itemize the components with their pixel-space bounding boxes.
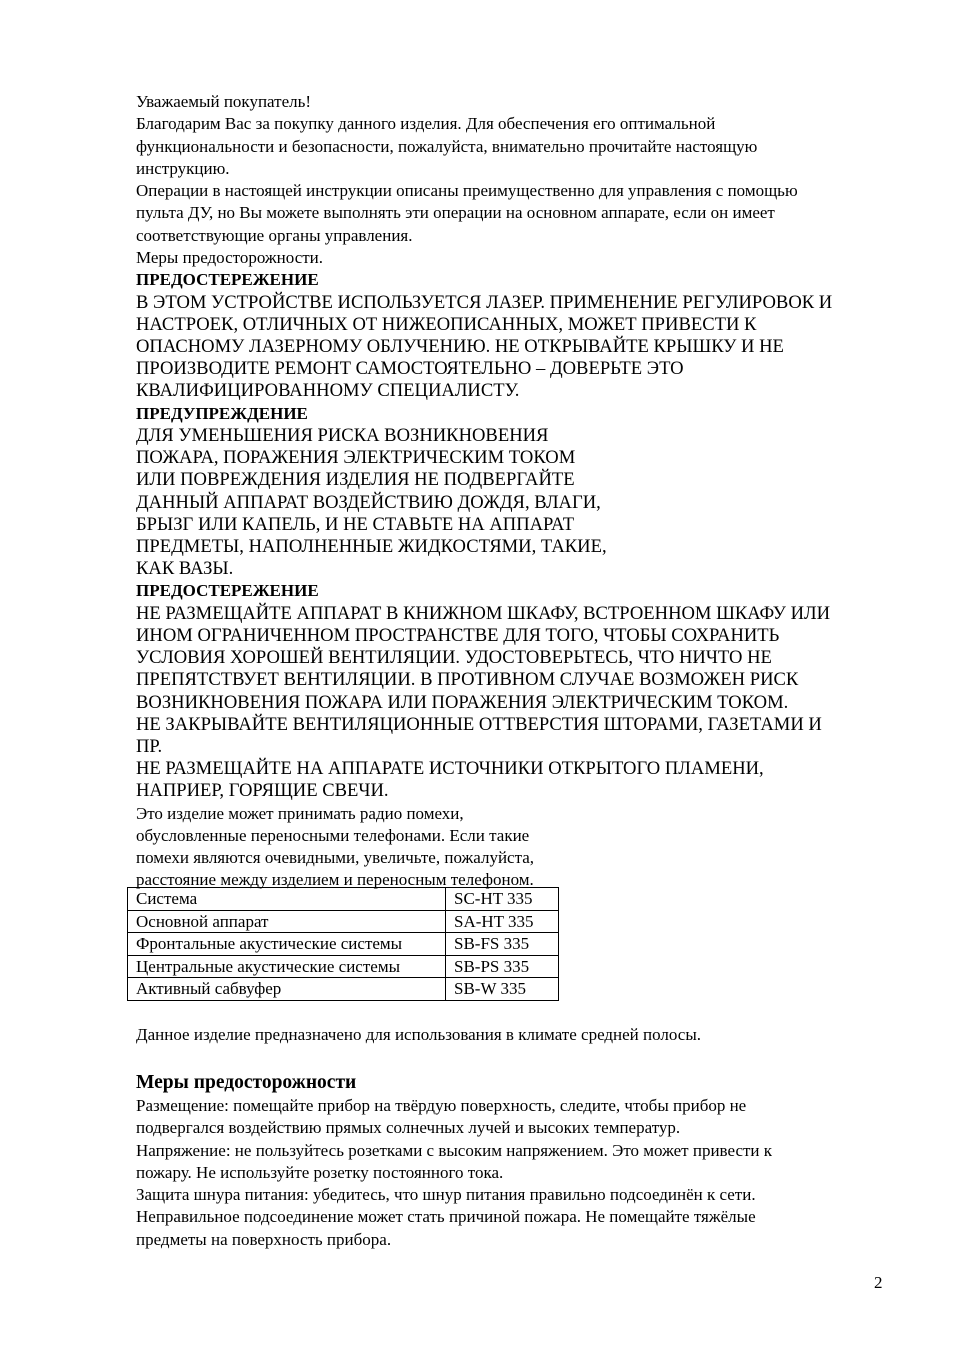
table-cell: Фронтальные акустические системы: [128, 933, 446, 956]
caution-line: НЕ РАЗМЕЩАЙТЕ НА АППАРАТЕ ИСТОЧНИКИ ОТКРЫТОГО ПЛАМЕНИ,: [136, 758, 764, 780]
caution-line: НЕ РАЗМЕЩАЙТЕ АППАРАТ В КНИЖНОМ ШКАФУ, ВСТРОЕННОМ ШКАФУ ИЛИ: [136, 602, 831, 624]
safety-line: предметы на поверхность прибора.: [136, 1229, 392, 1249]
caution-line: ПРОИЗВОДИТЕ РЕМОНТ САМОСТОЯТЕЛЬНО – ДОВЕРЬТЕ ЭТО: [136, 358, 684, 380]
table-cell: Активный сабвуфер: [128, 978, 446, 1001]
table-row: [128, 978, 559, 1001]
section-heading: Меры предосторожности: [136, 1072, 357, 1093]
safety-section: [136, 1071, 896, 1251]
caution-line: НАСТРОЕК, ОТЛИЧНЫХ ОТ НИЖЕОПИСАННЫХ, МОЖЕТ ПРИВЕСТИ К: [136, 313, 757, 335]
intro-line: Благодарим Вас за покупку данного изделия. Для обеспечения его оптимальной: [136, 114, 716, 134]
main-text: [136, 91, 896, 892]
safety-line: пожару. Не используйте розетку постоянного тока.: [136, 1162, 504, 1182]
warning-line: ДАННЫЙ АППАРАТ ВОЗДЕЙСТВИЮ ДОЖДЯ, ВЛАГИ,: [136, 491, 601, 513]
operations-line: пульта ДУ, но Вы можете выполнять эти операции на основном аппарате, если он имеет: [136, 203, 775, 223]
table-row: [128, 933, 559, 956]
table-row: [128, 888, 559, 911]
warning-line: БРЫЗГ ИЛИ КАПЕЛЬ, И НЕ СТАВЬТЕ НА АППАРАТ: [136, 513, 575, 535]
interference-line: обусловленные переносными телефонами. Если такие: [136, 825, 530, 845]
warning-line: ДЛЯ УМЕНЬШЕНИЯ РИСКА ВОЗНИКНОВЕНИЯ: [136, 424, 549, 446]
safety-line: Защита шнура питания: убедитесь, что шнур питания правильно подсоединён к сети.: [136, 1185, 756, 1205]
caution-line: НАПРИЕР, ГОРЯЩИЕ СВЕЧИ.: [136, 780, 389, 802]
caution-line: ПР.: [136, 735, 163, 757]
caution-line: НЕ ЗАКРЫВАЙТЕ ВЕНТИЛЯЦИОННЫЕ ОТТВЕРСТИЯ ШТОРАМИ, ГАЗЕТАМИ И: [136, 713, 822, 735]
interference-line: помехи являются очевидными, увеличьте, пожалуйста,: [136, 848, 535, 868]
table-cell: Основной аппарат: [128, 910, 446, 933]
table-cell: SB-W 335: [446, 978, 559, 1001]
intro-line: инструкцию.: [136, 158, 230, 178]
caution-line: ОПАСНОМУ ЛАЗЕРНОМУ ОБЛУЧЕНИЮ. НЕ ОТКРЫВАЙТЕ КРЫШКУ И НЕ: [136, 336, 784, 358]
greeting: Уважаемый покупатель!: [136, 92, 312, 111]
intro-line: функциональности и безопасности, пожалуйста, внимательно прочитайте настоящую: [136, 136, 758, 156]
climate-note: Данное изделие предназначено для использования в климате средней полосы.: [136, 1025, 702, 1044]
table-row: [128, 955, 559, 978]
safety-line: подвергался воздействию прямых солнечных лучей и высоких температур.: [136, 1118, 681, 1138]
caution-title: ПРЕДОСТЕРЕЖЕНИЕ: [136, 581, 319, 601]
climate-note-block: [136, 1024, 896, 1046]
warning-line: ИЛИ ПОВРЕЖДЕНИЯ ИЗДЕЛИЯ НЕ ПОДВЕРГАЙТЕ: [136, 469, 575, 491]
caution-line: ИНОМ ОГРАНИЧЕННОМ ПРОСТРАНСТВЕ ДЛЯ ТОГО, ЧТОБЫ СОХРАНИТЬ: [136, 624, 780, 646]
warning-line: ПРЕДМЕТЫ, НАПОЛНЕННЫЕ ЖИДКОСТЯМИ, ТАКИЕ,: [136, 536, 607, 557]
caution-line: В ЭТОМ УСТРОЙСТВЕ ИСПОЛЬЗУЕТСЯ ЛАЗЕР. ПРИМЕНЕНИЕ РЕГУЛИРОВОК И: [136, 291, 833, 313]
table-row: [128, 910, 559, 933]
caution-line: ПРЕПЯТСТВУЕТ ВЕНТИЛЯЦИИ. В ПРОТИВНОМ СЛУЧАЕ ВОЗМОЖЕН РИСК: [136, 669, 799, 691]
table-cell: SB-FS 335: [446, 933, 559, 956]
page-number: 2: [874, 1273, 883, 1292]
precautions-label: Меры предосторожности.: [136, 248, 324, 268]
table-cell: SB-PS 335: [446, 955, 559, 978]
table-cell: SA-HT 335: [446, 910, 559, 933]
operations-line: соответствующие органы управления.: [136, 225, 413, 245]
table-cell: Система: [128, 888, 446, 911]
safety-line: Напряжение: не пользуйтесь розетками с высоким напряжением. Это может привести к: [136, 1140, 773, 1160]
interference-line: Это изделие может принимать радио помехи,: [136, 803, 464, 823]
warning-title: ПРЕДУПРЕЖДЕНИЕ: [136, 403, 308, 423]
interference-line: расстояние между изделием и переносным телефоном.: [136, 870, 534, 890]
spec-table: [127, 887, 559, 1001]
table-cell: Центральные акустические системы: [128, 955, 446, 978]
warning-line: КАК ВАЗЫ.: [136, 558, 234, 580]
caution-line: УСЛОВИЯ ХОРОШЕЙ ВЕНТИЛЯЦИИ. УДОСТОВЕРЬТЕСЬ, ЧТО НИЧТО НЕ: [136, 647, 772, 669]
caution-line: ВОЗНИКНОВЕНИЯ ПОЖАРА ИЛИ ПОРАЖЕНИЯ ЭЛЕКТРИЧЕСКИМ ТОКОМ.: [136, 691, 789, 713]
warning-line: ПОЖАРА, ПОРАЖЕНИЯ ЭЛЕКТРИЧЕСКИМ ТОКОМ: [136, 447, 576, 469]
operations-line: Операции в настоящей инструкции описаны преимущественно для управления с помощью: [136, 181, 798, 201]
safety-line: Размещение: помещайте прибор на твёрдую поверхность, следите, чтобы прибор не: [136, 1096, 747, 1115]
caution-line: КВАЛИФИЦИРОВАННОМУ СПЕЦИАЛИСТУ.: [136, 380, 520, 402]
caution-title: ПРЕДОСТЕРЕЖЕНИЕ: [136, 270, 319, 290]
table-cell: SC-HT 335: [446, 888, 559, 911]
safety-line: Неправильное подсоединение может стать причиной пожара. Не помещайте тяжёлые: [136, 1207, 756, 1227]
